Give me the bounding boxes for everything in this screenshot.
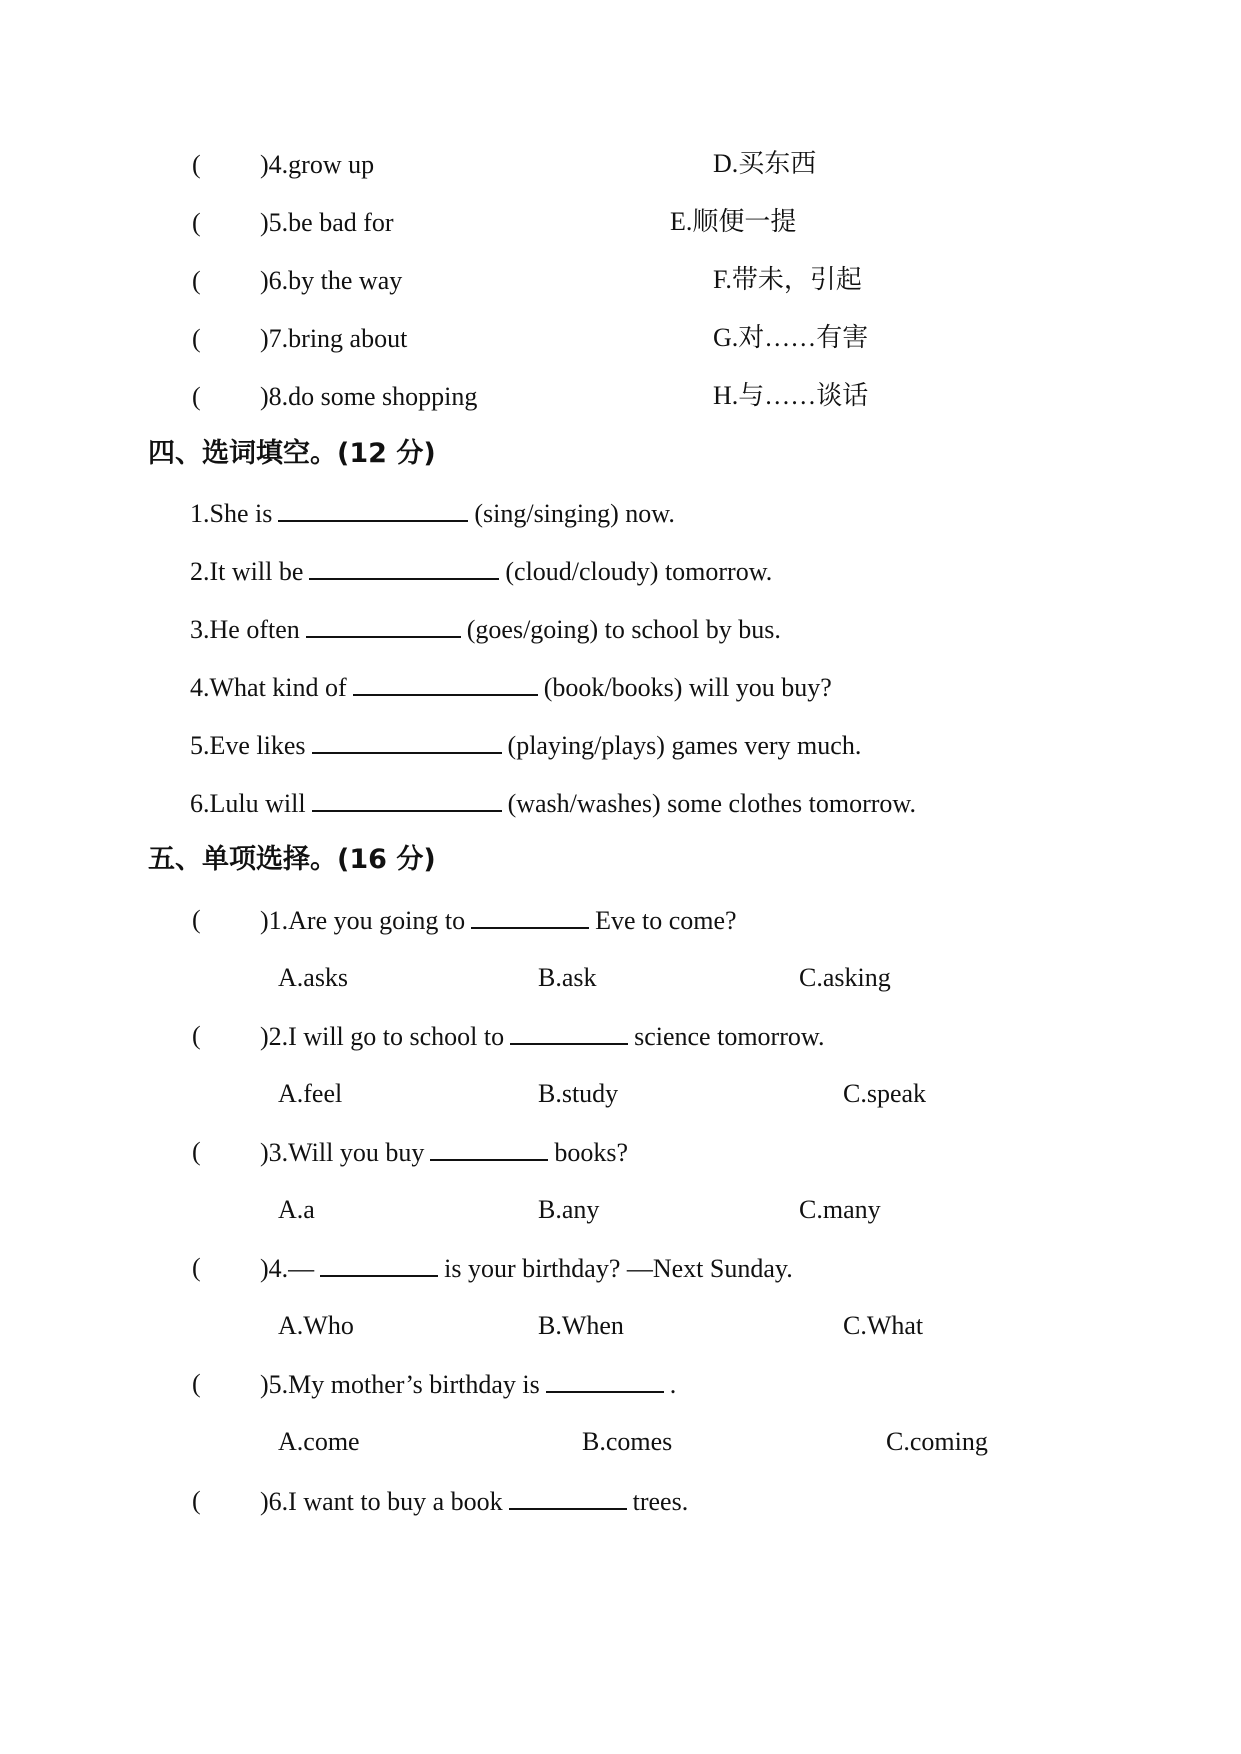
question-text: 1.She is (190, 499, 273, 528)
answer-paren: ( (192, 1253, 201, 1282)
fill-blank-question (190, 612, 781, 647)
answer-blank[interactable] (306, 612, 461, 638)
choice-question (260, 1367, 676, 1402)
question-text: 5.Eve likes (190, 731, 306, 760)
option-a[interactable]: A.asks (278, 963, 349, 992)
choice-question (260, 903, 737, 938)
fill-blank-question (190, 670, 832, 705)
option-a[interactable]: A.come (278, 1427, 360, 1456)
question-text: )6.I want to buy a book (260, 1487, 503, 1516)
option-b[interactable]: B.ask (538, 963, 597, 992)
answer-paren: ( (192, 1137, 201, 1166)
option-c[interactable]: C.coming (886, 1427, 988, 1456)
option-b[interactable]: B.study (538, 1079, 619, 1108)
question-text: . (669, 1370, 677, 1399)
answer-blank[interactable] (509, 1484, 627, 1510)
answer-blank[interactable] (471, 903, 589, 929)
matching-option: G.对……有害 (713, 323, 869, 352)
option-a[interactable]: A.Who (278, 1311, 354, 1340)
question-text: science tomorrow. (634, 1022, 825, 1051)
question-text: 3.He often (190, 615, 300, 644)
question-text: books? (554, 1138, 628, 1167)
option-b[interactable]: B.comes (582, 1427, 673, 1456)
option-b[interactable]: B.any (538, 1195, 600, 1224)
choice-question (260, 1019, 824, 1054)
answer-blank[interactable] (353, 670, 538, 696)
answer-blank[interactable] (510, 1019, 628, 1045)
option-c[interactable]: C.asking (799, 963, 891, 992)
fill-blank-question (190, 554, 772, 589)
choice-question (260, 1135, 628, 1170)
choice-question (260, 1484, 688, 1519)
choice-question (260, 1251, 793, 1286)
answer-paren: ( (192, 382, 201, 411)
question-text: )4.— (260, 1254, 315, 1283)
option-a[interactable]: A.feel (278, 1079, 343, 1108)
question-text: (goes/going) to school by bus. (466, 615, 781, 644)
answer-paren: ( (192, 905, 201, 934)
question-text: )2.I will go to school to (260, 1022, 505, 1051)
question-text: 6.Lulu will (190, 789, 306, 818)
matching-phrase: )7.bring about (260, 324, 408, 353)
question-text: trees. (632, 1487, 689, 1516)
answer-paren: ( (192, 208, 201, 237)
matching-phrase: )5.be bad for (260, 208, 394, 237)
answer-blank[interactable] (430, 1135, 548, 1161)
answer-blank[interactable] (309, 554, 499, 580)
question-text: (playing/plays) games very much. (507, 731, 862, 760)
section-title: 四、选词填空。(12 分) (148, 438, 436, 469)
fill-blank-question (190, 786, 916, 821)
question-text: 4.What kind of (190, 673, 347, 702)
answer-paren: ( (192, 266, 201, 295)
answer-paren: ( (192, 324, 201, 353)
matching-option: E.顺便一提 (670, 207, 797, 236)
answer-paren: ( (192, 1369, 201, 1398)
matching-phrase: )8.do some shopping (260, 382, 478, 411)
question-text: )3.Will you buy (260, 1138, 425, 1167)
question-text: (wash/washes) some clothes tomorrow. (507, 789, 917, 818)
option-b[interactable]: B.When (538, 1311, 624, 1340)
option-a[interactable]: A.a (278, 1195, 315, 1224)
matching-phrase: )4.grow up (260, 150, 375, 179)
option-c[interactable]: C.speak (843, 1079, 927, 1108)
answer-blank[interactable] (546, 1367, 664, 1393)
section-title: 五、单项选择。(16 分) (148, 844, 436, 875)
answer-paren: ( (192, 150, 201, 179)
option-c[interactable]: C.What (843, 1311, 924, 1340)
question-text: )1.Are you going to (260, 906, 466, 935)
answer-blank[interactable] (320, 1251, 438, 1277)
answer-paren: ( (192, 1021, 201, 1050)
answer-blank[interactable] (312, 786, 502, 812)
question-text: is your birthday? —Next Sunday. (444, 1254, 793, 1283)
matching-option: F.带未，引起 (713, 265, 862, 294)
answer-blank[interactable] (278, 496, 468, 522)
question-text: (cloud/cloudy) tomorrow. (505, 557, 773, 586)
question-text: )5.My mother’s birthday is (260, 1370, 540, 1399)
question-text: 2.It will be (190, 557, 304, 586)
question-text: (sing/singing) now. (474, 499, 675, 528)
option-c[interactable]: C.many (799, 1195, 881, 1224)
answer-blank[interactable] (312, 728, 502, 754)
fill-blank-question (190, 728, 861, 763)
answer-paren: ( (192, 1486, 201, 1515)
question-text: Eve to come? (595, 906, 737, 935)
question-text: (book/books) will you buy? (543, 673, 832, 702)
matching-option: D.买东西 (713, 149, 817, 178)
matching-option: H.与……谈话 (713, 381, 869, 410)
fill-blank-question (190, 496, 675, 531)
matching-phrase: )6.by the way (260, 266, 403, 295)
